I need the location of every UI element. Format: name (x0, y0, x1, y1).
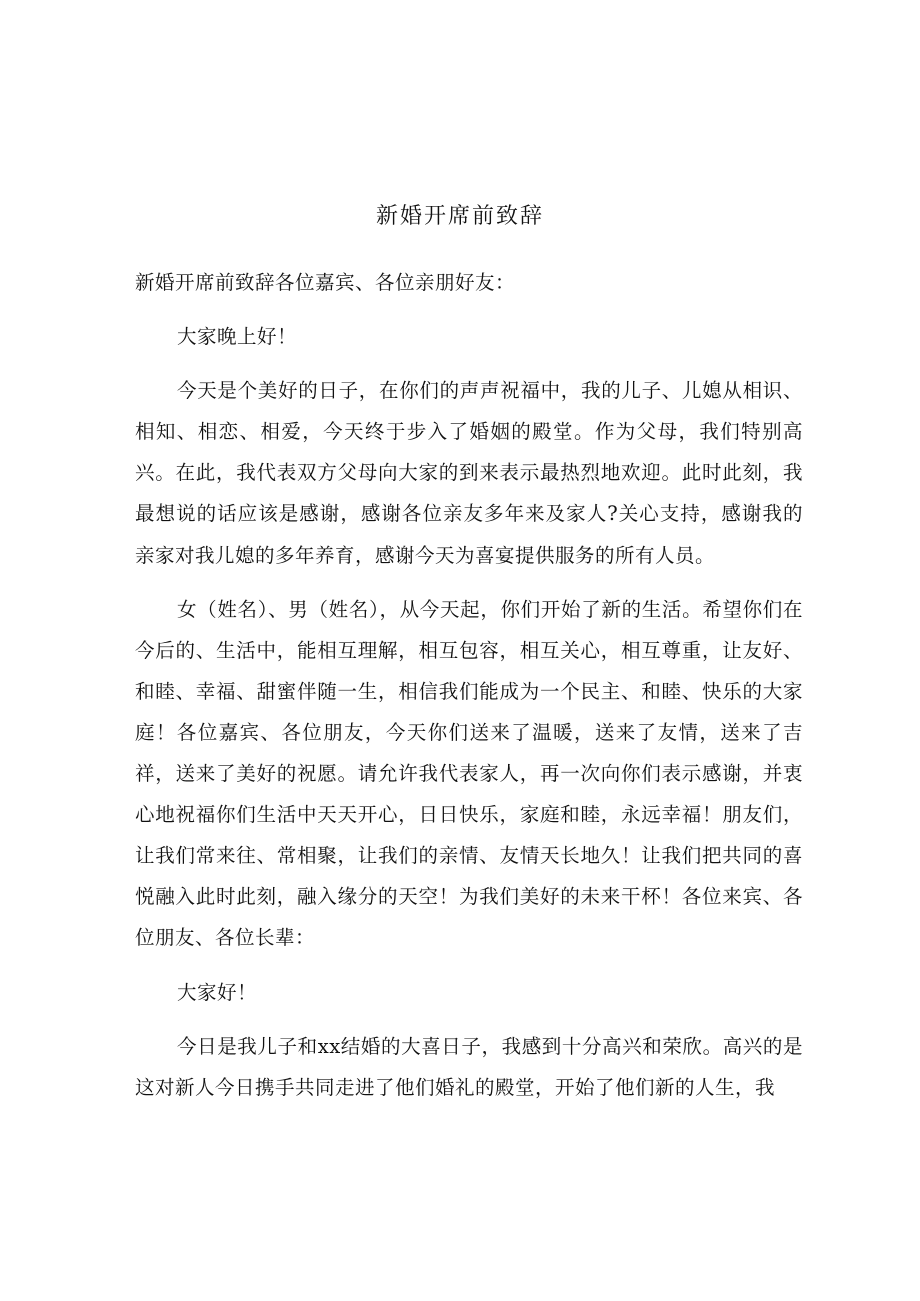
body-paragraph: 今日是我儿子和xx结婚的大喜日子，我感到十分高兴和荣欣。高兴的是这对新人今日携手共同走进了他们婚礼的殿堂，开始了他们新的人生，我 (135, 1034, 803, 1099)
greeting-paragraph: 大家好！ (177, 980, 258, 1004)
body-paragraph: 今天是个美好的日子，在你们的声声祝福中，我的儿子、儿媳从相识、相知、相恋、相爱，今天终于步入了婚姻的殿堂。作为父母，我们特别高兴。在此，我代表双方父母向大家的到来表示最热烈地欢迎。此时此刻，我最想说的话应该是感谢，感谢各位亲友多年来及家人?关心支持，感谢我的亲家对我儿媳的多年养育，感谢今天为喜宴提供服务的所有人员。 (135, 379, 803, 567)
document-title: 新婚开席前致辞 (375, 204, 544, 229)
greeting-paragraph: 大家晚上好！ (177, 325, 298, 349)
document-body (135, 262, 803, 1121)
salutation-paragraph: 新婚开席前致辞各位嘉宾、各位亲朋好友： (135, 271, 516, 294)
body-paragraph: 女（姓名）、男（姓名），从今天起，你们开始了新的生活。希望你们在今后的、生活中，能相互理解，相互包容，相互关心，相互尊重，让友好、和睦、幸福、甜蜜伴随一生，相信我们能成为一个民主、和睦、快乐的大家庭！各位嘉宾、各位朋友，今天你们送来了温暖，送来了友情，送来了吉祥，送来了美好的祝愿。请允许我代表家人，再一次向你们表示感谢，并衷心地祝福你们生活中天天开心，日日快乐，家庭和睦，永远幸福！朋友们，让我们常来往、常相聚，让我们的亲情、友情天长地久！让我们把共同的喜悦融入此时此刻，融入缘分的天空！为我们美好的未来干杯！各位来宾、各位朋友、各位长辈： (135, 597, 803, 950)
